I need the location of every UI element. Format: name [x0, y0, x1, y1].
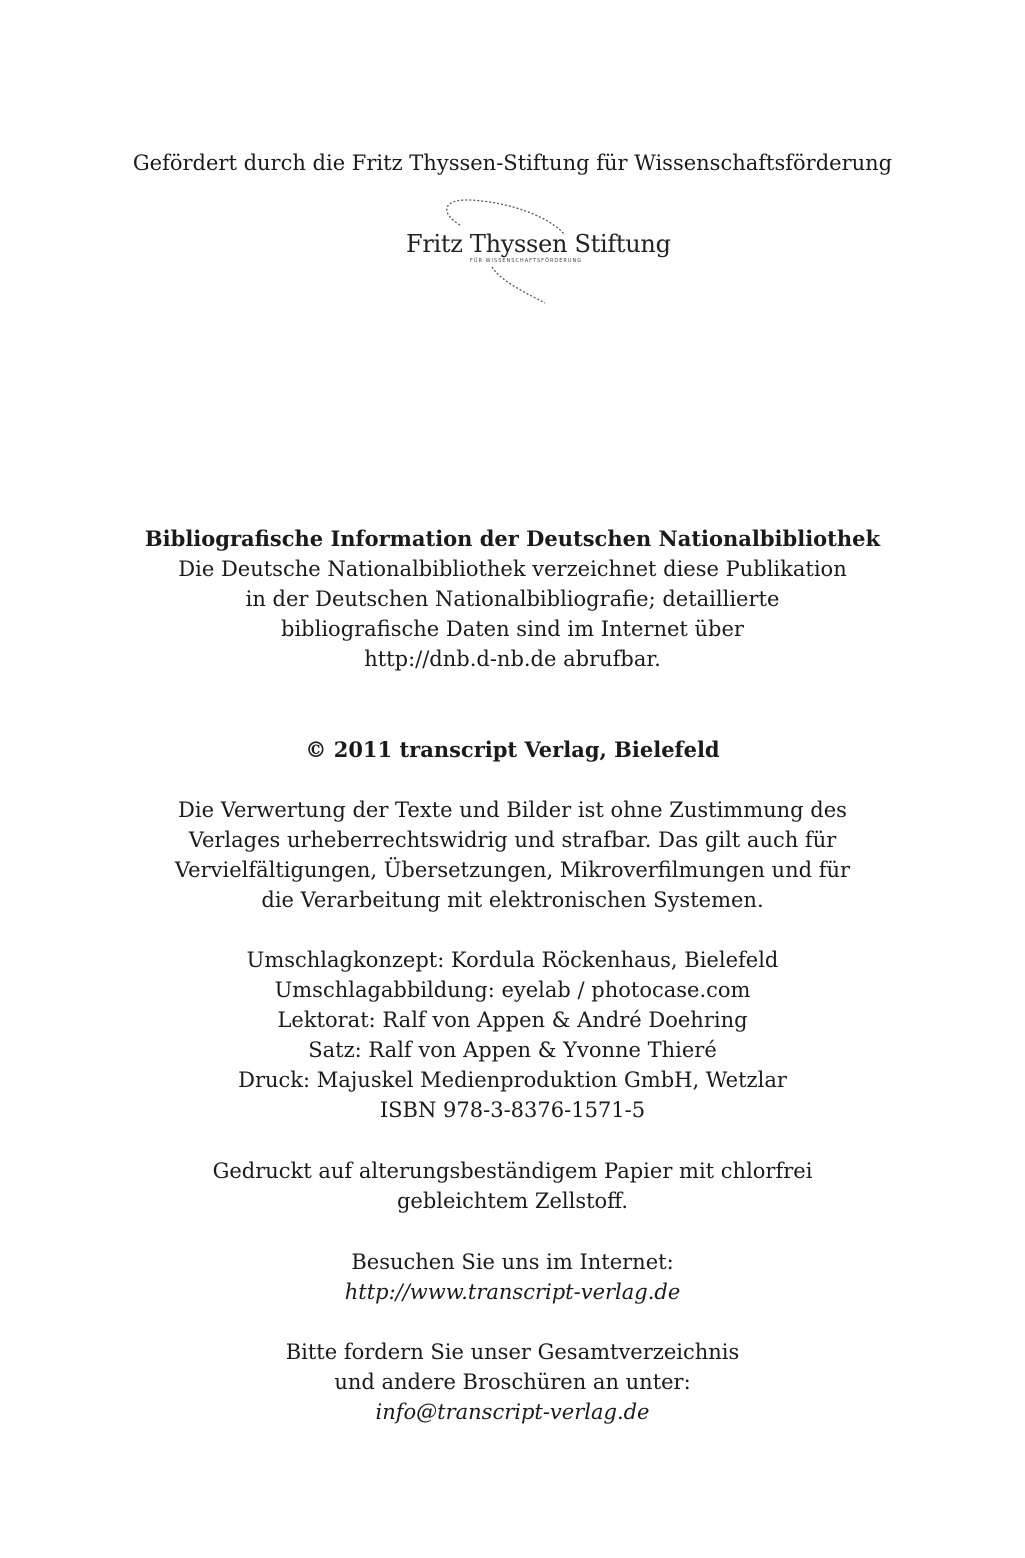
bibliography-line: in der Deutschen Nationalbibliografie; detaillierte [245, 587, 780, 611]
email-link[interactable]: info@transcript-verlag.de [375, 1400, 650, 1424]
credits-line: Satz: Ralf von Appen & Yvonne Thieré [308, 1038, 717, 1062]
paper-line: Gedruckt auf alterungsbeständigem Papier mit chlorfrei [212, 1159, 813, 1183]
isbn-line: ISBN 978-3-8376-1571-5 [379, 1098, 646, 1122]
credits-line: Umschlagabbildung: eyelab / photocase.com [274, 978, 751, 1002]
bibliography-line: bibliografische Daten sind im Internet über [281, 617, 744, 641]
rights-line: Vervielfältigungen, Übersetzungen, Mikroverfilmungen und für [174, 858, 851, 882]
catalog-line: und andere Broschüren an unter: [334, 1370, 691, 1394]
credits-line: Druck: Majuskel Medienproduktion GmbH, Wetzlar [238, 1068, 787, 1092]
paper-line: gebleichtem Zellstoff. [396, 1189, 629, 1213]
bibliography-heading: Bibliografische Information der Deutschen Nationalbibliothek [144, 526, 881, 551]
catalog-line: Bitte fordern Sie unser Gesamtverzeichnis [285, 1340, 740, 1364]
rights-line: die Verarbeitung mit elektronischen Systemen. [261, 888, 764, 912]
rights-line: Die Verwertung der Texte und Bilder ist ohne Zustimmung des [178, 798, 847, 822]
logo-name: Fritz Thyssen Stiftung [406, 230, 671, 258]
rights-line: Verlages urheberrechtswidrig und strafbar. Das gilt auch für [188, 828, 837, 852]
sponsor-line: Gefördert durch die Fritz Thyssen-Stiftung für Wissenschaftsförderung [132, 151, 893, 175]
bibliography-line: Die Deutsche Nationalbibliothek verzeichnet diese Publikation [178, 557, 847, 581]
credits-line: Umschlagkonzept: Kordula Röckenhaus, Bielefeld [246, 948, 779, 972]
credits-line: Lektorat: Ralf von Appen & André Doehring [277, 1008, 748, 1032]
copyright-line: © 2011 transcript Verlag, Bielefeld [305, 737, 720, 762]
bibliography-line: http://dnb.d-nb.de abrufbar. [364, 647, 661, 671]
logo-subtitle: FÜR WISSENSCHAFTSFÖRDERUNG [470, 258, 583, 264]
fritz-thyssen-stiftung-logo [400, 195, 671, 310]
website-link[interactable]: http://www.transcript-verlag.de [344, 1280, 681, 1304]
visit-line: Besuchen Sie uns im Internet: [351, 1250, 674, 1274]
